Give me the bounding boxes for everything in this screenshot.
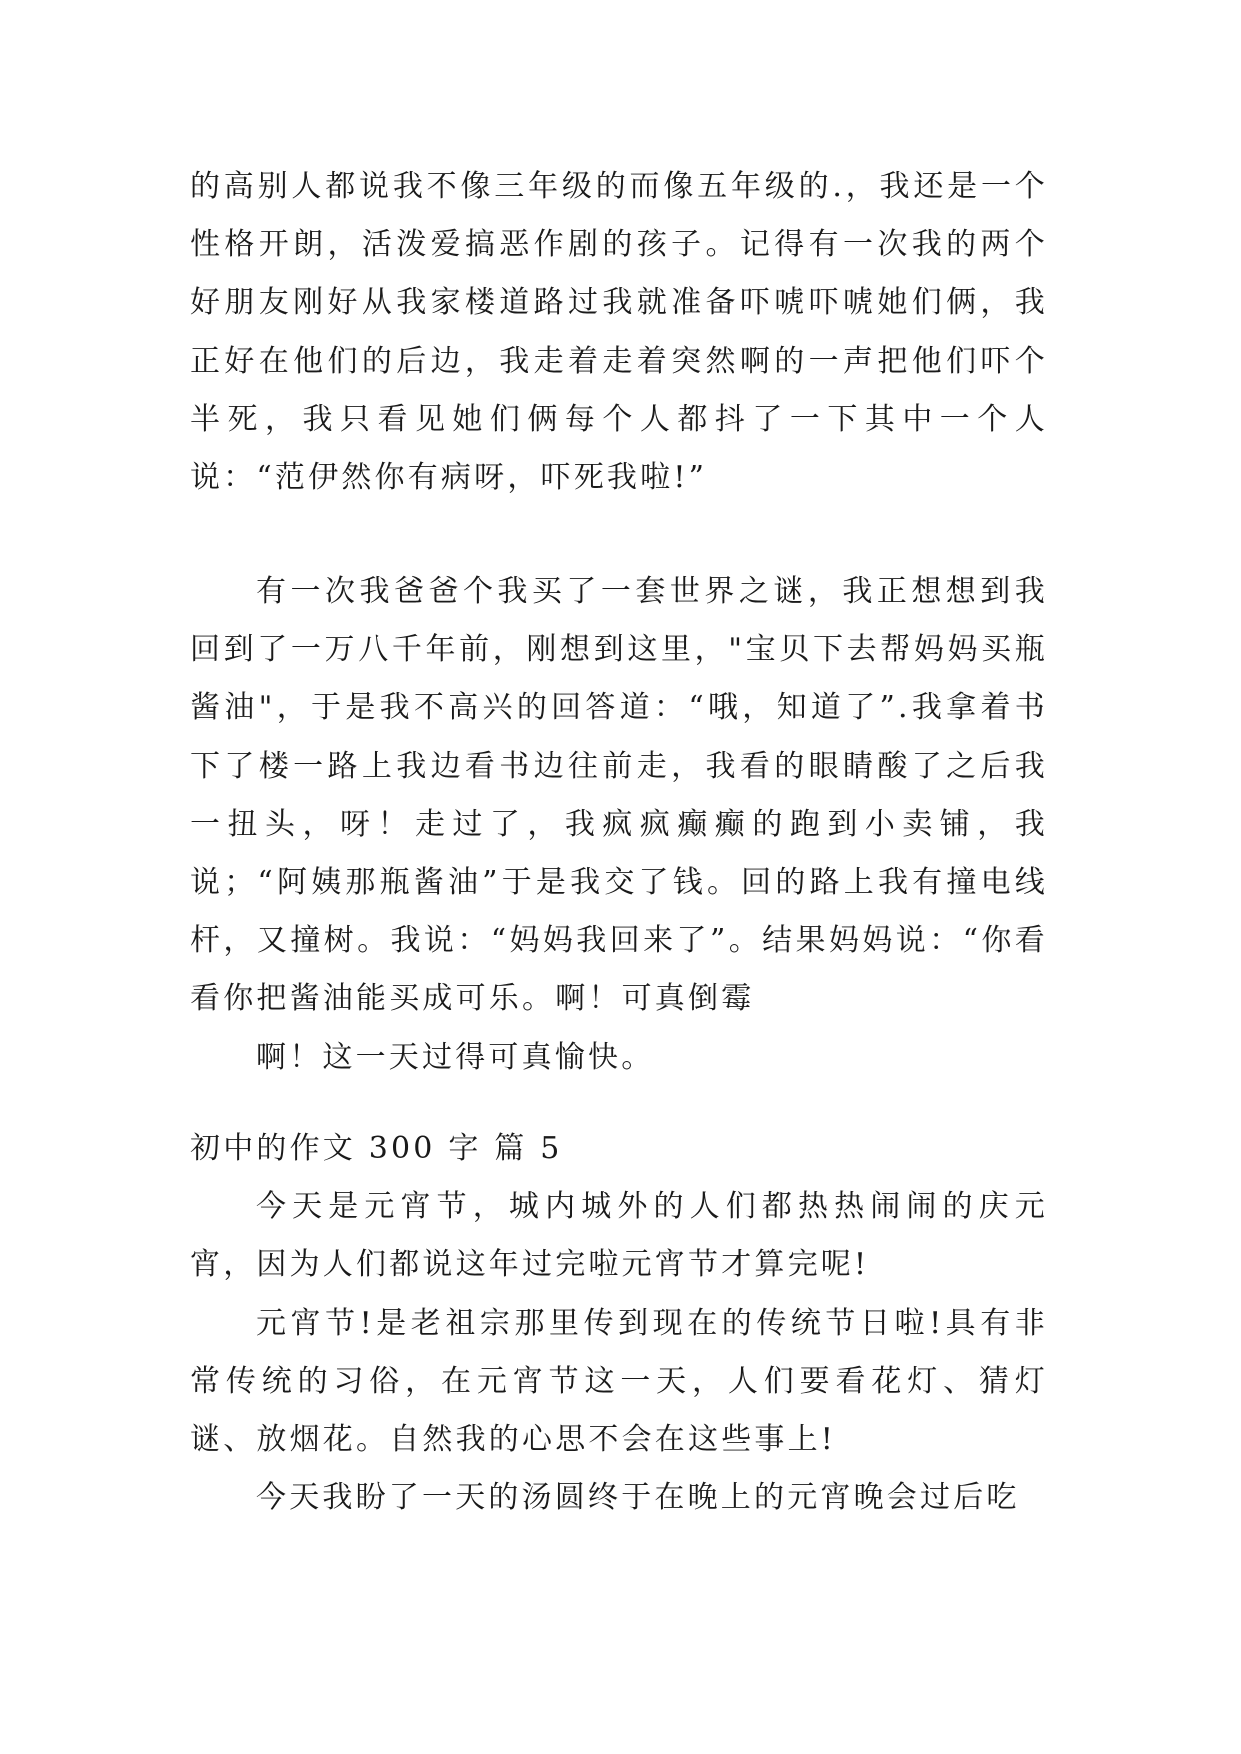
paragraph-lantern-festival-intro: 今天是元宵节，城内城外的人们都热热闹闹的庆元宵，因为人们都说这年过完啦元宵节才算完呢! bbox=[190, 1189, 1048, 1283]
paragraph-happy-day: 啊！这一天过得可真愉快。 bbox=[256, 1039, 655, 1075]
paragraph-continued-story: 的高别人都说我不像三年级的而像五年级的.，我还是一个性格开朗，活泼爱搞恶作剧的孩子。记得有一次我的两个好朋友刚好从我家楼道路过我就准备吓唬吓唬她们俩，我正好在他们的后边，我走着走着突然啊的一声把他们吓个半死，我只看见她们俩每个人都抖了一下其中一个人说：“范伊然你有病呀，吓死我啦!” bbox=[190, 169, 1048, 496]
paragraph-tangyuan: 今天我盼了一天的汤圆终于在晚上的元宵晚会过后吃 bbox=[256, 1480, 1020, 1516]
text-block-2 bbox=[190, 563, 1048, 1087]
essay-heading: 初中的作文 300 字 篇 5 bbox=[190, 1131, 563, 1166]
text-block-3 bbox=[190, 1120, 1048, 1527]
text-block-1 bbox=[190, 158, 1048, 507]
paragraph-soy-sauce-story: 有一次我爸爸个我买了一套世界之谜，我正想想到我回到了一万八千年前，刚想到这里，"宝贝下去帮妈妈买瓶酱油"，于是我不高兴的回答道：“哦，知道了”.我拿着书下了楼一路上我边看书边往前走，我看的眼睛酸了之后我一扭头，呀！走过了，我疯疯癫癫的跑到小卖铺，我说；“阿姨那瓶酱油”于是我交了钱。回的路上我有撞电线杆，又撞树。我说：“妈妈我回来了”。结果妈妈说：“你看看你把酱油能买成可乐。啊！可真倒霉 bbox=[190, 574, 1048, 1017]
paragraph-lantern-festival-customs: 元宵节!是老祖宗那里传到现在的传统节日啦!具有非常传统的习俗，在元宵节这一天，人们要看花灯、猜灯谜、放烟花。自然我的心思不会在这些事上! bbox=[190, 1305, 1048, 1458]
